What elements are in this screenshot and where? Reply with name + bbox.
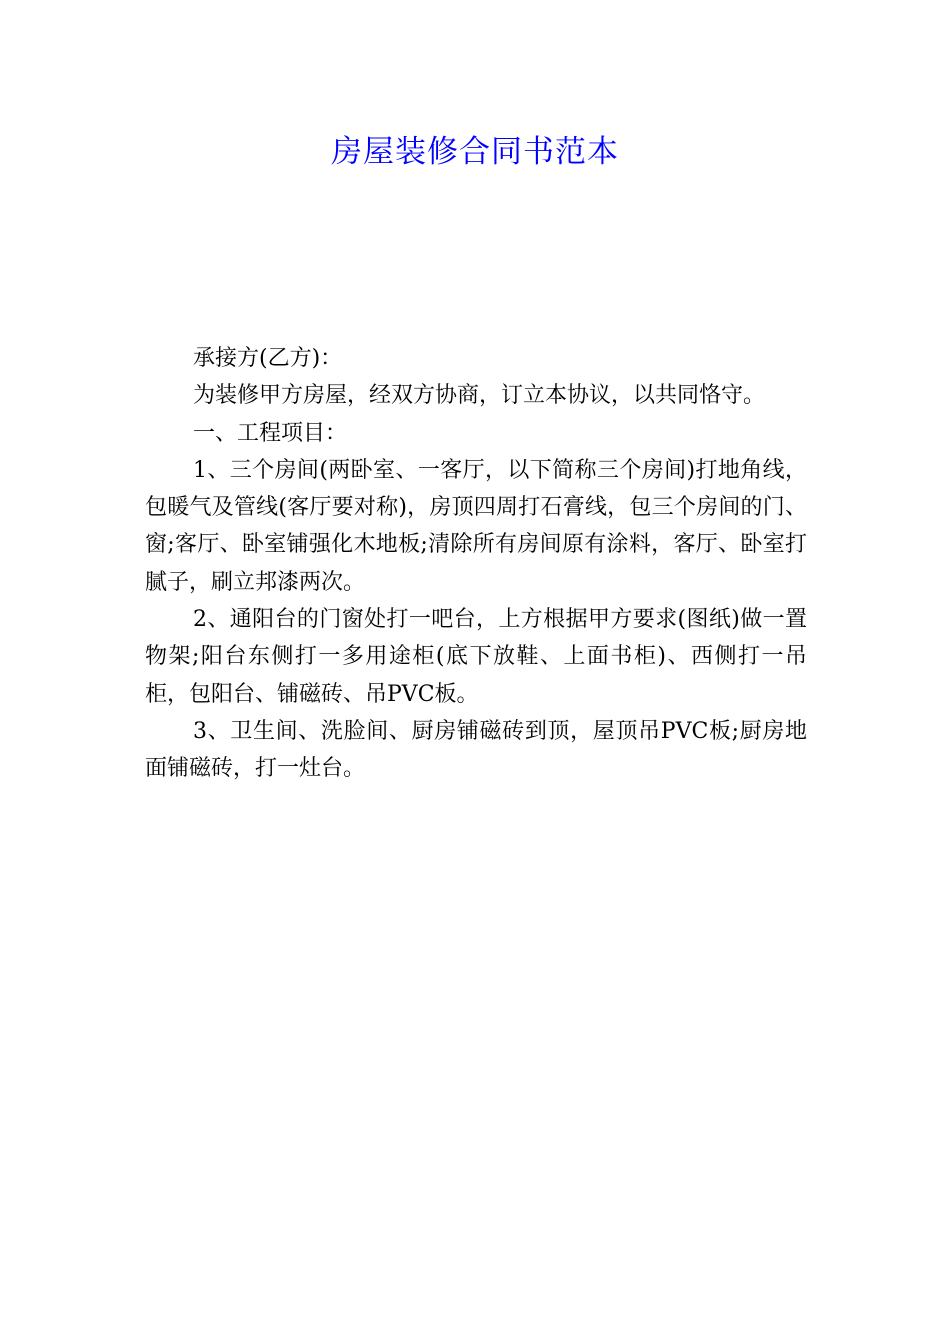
section-heading-project: 一、工程项目： — [193, 420, 348, 446]
paragraph-item-3: 3、卫生间、洗脸间、厨房铺磁砖到顶，屋顶吊PVC板;厨房地面铺磁砖，打一灶台。 — [145, 718, 807, 782]
document-title: 房屋装修合同书范本 — [331, 134, 619, 170]
paragraph-item-1: 1、三个房间(两卧室、一客厅，以下简称三个房间)打地角线，包暖气及管线(客厅要对称)，房顶四周打石膏线，包三个房间的门、窗;客厅、卧室铺强化木地板;清除所有房间原有涂料，客厅、卧室打腻子，刷立邦漆两次。 — [145, 457, 807, 595]
paragraph-purpose: 为装修甲方房屋，经双方协商，订立本协议，以共同恪守。 — [193, 383, 766, 409]
paragraph-contractor: 承接方(乙方)： — [193, 346, 343, 371]
document-body — [145, 340, 807, 788]
paragraph-item-2: 2、通阳台的门窗处打一吧台，上方根据甲方要求(图纸)做一置物架;阳台东侧打一多用途柜(底下放鞋、上面书柜)、西侧打一吊柜，包阳台、铺磁砖、吊PVC板。 — [145, 607, 807, 707]
